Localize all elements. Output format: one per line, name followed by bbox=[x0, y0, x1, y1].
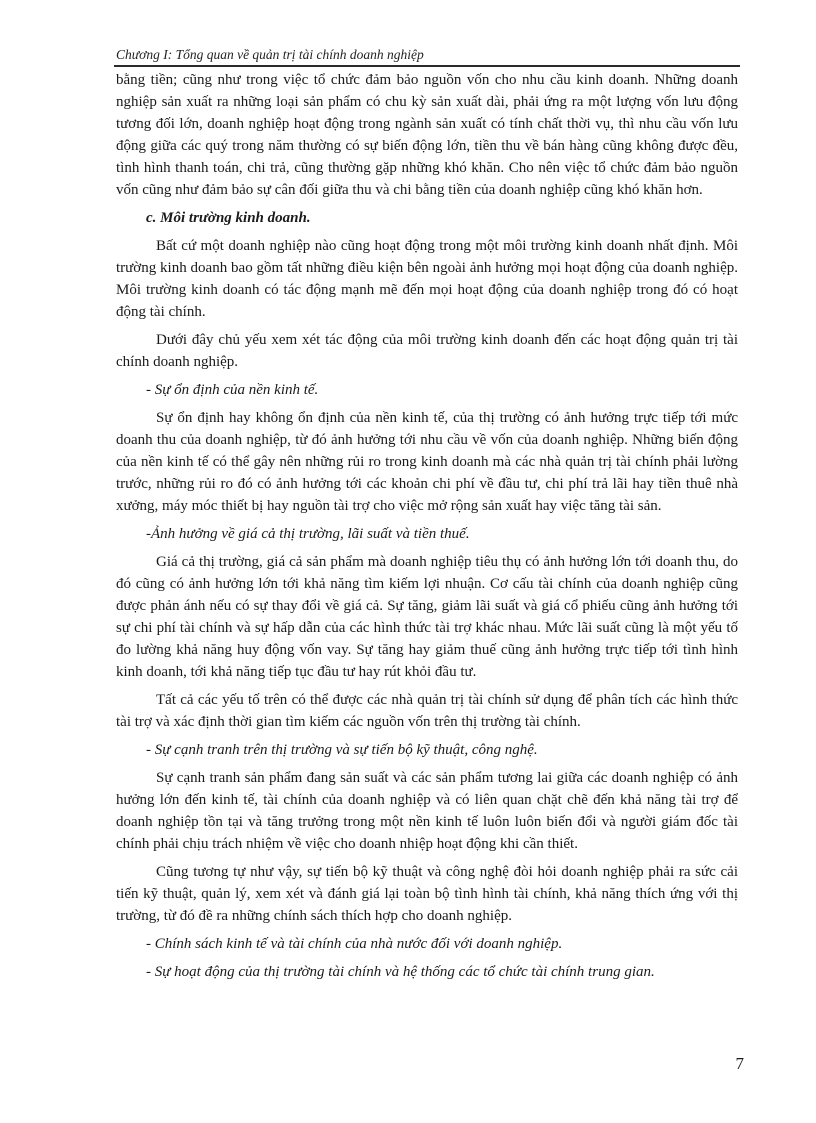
paragraph-intro: bằng tiền; cũng như trong việc tổ chức đảm bảo nguồn vốn cho nhu cầu kinh doanh. Những doanh nghiệp sản xuất ra những loại sản phẩm có chu kỳ sản xuất dài, phải ứng ra một lượng vốn lưu động tương đối lớn, doanh nghiệp hoạt động trong ngành sản xuất có tính chất thời vụ, thì nhu cầu vốn lưu động giữa các quý trong năm thường có sự biến động lớn, tiền thu về bán hàng cũng không được đều, tình hình thanh toán, chi trả, cũng thường gặp những khó khăn. Cho nên việc tổ chức đảm bảo nguồn vốn cũng như đảm bảo sự cân đối giữa thu và chi bằng tiền của doanh nghiệp cũng khó khăn hơn. bbox=[116, 72, 738, 198]
subheading-competition-technology: - Sự cạnh tranh trên thị trường và sự tiến bộ kỹ thuật, công nghệ. bbox=[146, 742, 538, 758]
paragraph-competition: Sự cạnh tranh sản phẩm đang sản suất và các sản phẩm tương lai giữa các doanh nghiệp có ảnh hưởng lớn đến kinh tế, tài chính của doanh nghiệp và có liên quan chặt chẽ đến khả năng tài trợ để doanh nghiệp tồn tại và tăng trưởng trong một nền kinh tế luôn luôn biến đổi và người giám đốc tài chính phải chịu trách nhiệm về việc cho doanh nhiệp hoạt động khi cần thiết. bbox=[116, 770, 738, 852]
paragraph-technology: Cũng tương tự như vậy, sự tiến bộ kỹ thuật và công nghệ đòi hỏi doanh nghiệp phải ra sức cải tiến kỹ thuật, quản lý, xem xét và đánh giá lại toàn bộ tình hình tài chính, khả năng thích ứng với thị trường, từ đó đề ra những chính sách thích hợp cho doanh nghiệp. bbox=[116, 864, 738, 924]
subheading-economic-stability: - Sự ổn định của nền kinh tế. bbox=[146, 382, 319, 398]
subheading-state-policy: - Chính sách kinh tế và tài chính của nhà nước đối với doanh nghiệp. bbox=[146, 936, 563, 952]
running-header: Chương I: Tổng quan về quản trị tài chính doanh nghiệp bbox=[116, 47, 424, 62]
paragraph-environment-2: Dưới đây chủ yếu xem xét tác động của môi trường kinh doanh đến các hoạt động quản trị tài chính doanh nghiệp. bbox=[116, 332, 738, 370]
page-body bbox=[116, 69, 738, 983]
subheading-financial-market: - Sự hoạt động của thị trường tài chính và hệ thống các tổ chức tài chính trung gian. bbox=[146, 964, 655, 980]
paragraph-economic-stability: Sự ổn định hay không ổn định của nền kinh tế, của thị trường có ảnh hưởng trực tiếp tới mức doanh thu của doanh nghiệp, từ đó ảnh hưởng tới nhu cầu về vốn của doanh nghiệp. Những biến động của nền kinh tế có thể gây nên những rủi ro trong kinh doanh mà các nhà quản trị tài chính phải lường trước, những rủi ro đó có ảnh hưởng tới các khoản chi phí về đầu tư, chi phí trả lãi hay tiền thuê nhà xưởng, máy móc thiết bị hay nguồn tài trợ cho việc mở rộng sản xuất hay việc tăng tài sản. bbox=[116, 410, 738, 514]
paragraph-environment-1: Bất cứ một doanh nghiệp nào cũng hoạt động trong một môi trường kinh doanh nhất định. Môi trường kinh doanh bao gồm tất những điều kiện bên ngoài ảnh hưởng mọi hoạt động của doanh nghiệp. Môi trường kinh doanh có tác động mạnh mẽ đến mọi hoạt động của doanh nghiệp trong đó có hoạt động tài chính. bbox=[116, 238, 738, 320]
header-rule bbox=[114, 65, 740, 67]
subheading-prices-interest-tax: -Ảnh hưởng về giá cả thị trường, lãi suất và tiền thuế. bbox=[146, 526, 470, 542]
paragraph-all-factors: Tất cả các yếu tố trên có thể được các nhà quản trị tài chính sử dụng để phân tích các hình thức tài trợ và xác định thời gian tìm kiếm các nguồn vốn trên thị trường tài chính. bbox=[116, 692, 738, 730]
section-heading-c: c. Môi trường kinh doanh. bbox=[146, 210, 311, 226]
paragraph-prices-interest-tax: Giá cả thị trường, giá cả sản phẩm mà doanh nghiệp tiêu thụ có ảnh hưởng lớn tới doanh thu, do đó cũng có ảnh hưởng lớn tới khả năng tìm kiếm lợi nhuận. Cơ cấu tài chính của doanh nghiệp cũng được phản ánh nếu có sự thay đổi về giá cả. Sự tăng, giảm lãi suất và giá cổ phiếu cũng ảnh hưởng tới sự chi phí tài chính và sự hấp dẫn của các hình thức tài trợ khác nhau. Mức lãi suất cũng là một yếu tố đo lường khả năng huy động vốn vay. Sự tăng hay giảm thuế cũng ảnh hưởng trực tiếp tới tình hình kinh doanh, tới khả năng tiếp tục đầu tư hay rút khỏi đầu tư. bbox=[116, 554, 738, 680]
page-number: 7 bbox=[735, 1054, 744, 1073]
